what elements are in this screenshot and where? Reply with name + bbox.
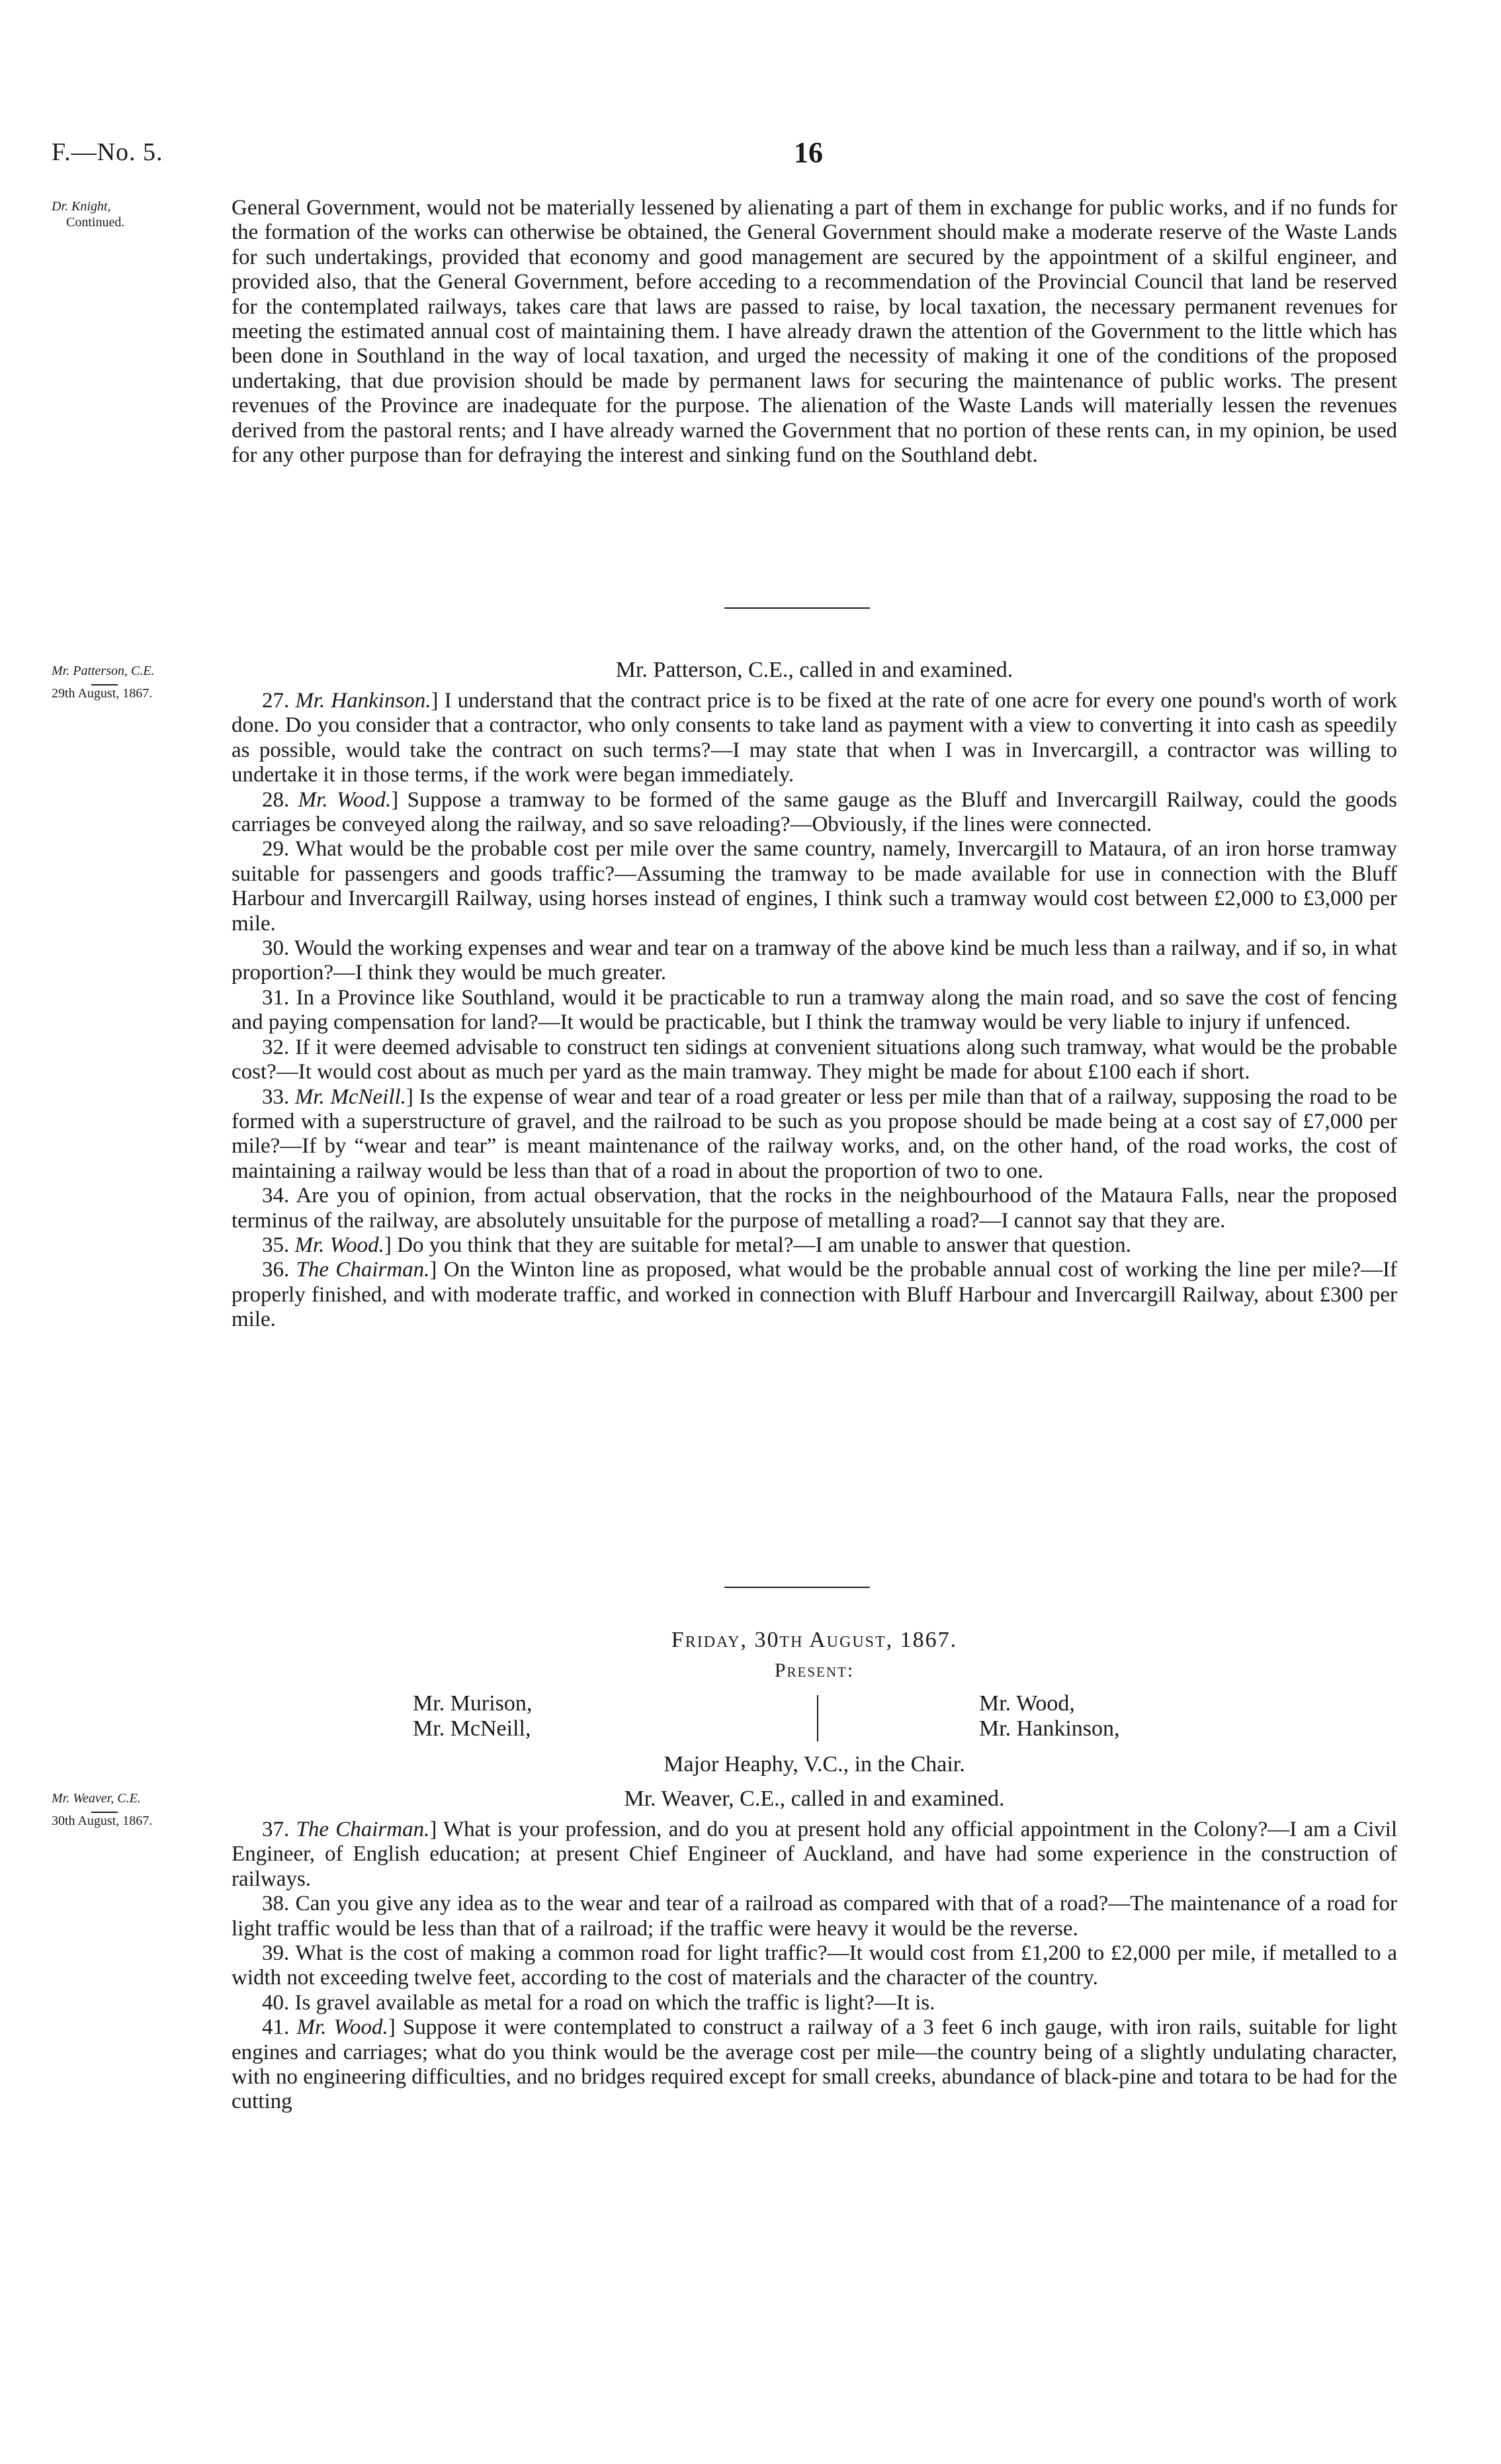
sidenote-date: 29th August, 1867. [52,686,153,701]
sidenote-name: Mr. Patterson, C.E. [52,664,155,678]
speaker: The Chairman. [296,1258,430,1282]
patterson-testimony [232,689,1397,1333]
weaver-heading: Mr. Weaver, C.E., called in and examined. [624,1786,1005,1811]
speaker: Mr. Wood. [298,787,392,812]
present-left-column [413,1691,532,1741]
chair-line: Major Heaphy, V.C., in the Chair. [664,1752,965,1777]
question-32: 32. If it were deemed advisable to construct ten sidings at convenient situations along such tramway, what would be the probable cost?—It would cost about as much per yard as the main tramway. They might be made for about £100 each if short. [232,1035,1398,1084]
question-41: 41. Mr. Wood.] Suppose it were contemplated to construct a railway of a 3 feet 6 inch gauge, with iron rails, suitable for light engines and carriages; what do you think would be the average cost per mile—the country being of a slightly undulating character, with no engineering difficulties, and no bridges required except for small creeks, abundance of black-pine and totara to be had for the cutting [232,2015,1398,2114]
sidenote-weaver [52,1790,217,1829]
question-31: 31. In a Province like Southland, would it be practicable to run a tramway along the main road, and so save the cost of fencing and paying compensation for land?—It would be practicable, but I think the tramway would be very liable to injury if unfenced. [232,985,1397,1035]
section-divider [724,607,870,609]
speaker: The Chairman. [296,1818,430,1841]
sidenote-patterson [52,663,217,701]
question-28: 28. Mr. Wood.] Suppose a tramway to be formed of the same gauge as the Bluff and Invercargill Railway, could the goods carriages be conveyed along the railway, and so save reloading?—Obviously, if the lines were connected. [232,787,1398,837]
sidenote-rule [91,1812,118,1813]
present-right-column [979,1691,1120,1741]
patterson-heading: Mr. Patterson, C.E., called in and examined. [615,658,1013,682]
knight-testimony [232,196,1397,468]
question-38: 38. Can you give any idea as to the wear and tear of a railroad as compared with that of a road?—The maintenance of a road for light traffic would be less than that of a railroad; if the traffic were heavy it would be the reverse. [232,1892,1397,1941]
question-27: 27. Mr. Hankinson.] I understand that the contract price is to be fixed at the rate of one acre for every one pound's worth of work done. Do you consider that a contractor, who only consents to take land as payment with a view to converting it into cash as speedily as possible, would take the contract on such terms?—I may state that when I was in Invercargill, a contractor was willing to undertake it in those terms, if the work were began immediately. [232,689,1398,787]
present-list [232,1691,1397,1744]
present-divider [817,1695,818,1741]
question-33: 33. Mr. McNeill.] Is the expense of wear and tear of a road greater or less per mile than that of a railway, supposing the road to be formed with a superstructure of gravel, and the railroad to be such as you propose should be made being at a cost say of £7,000 per mile?—If by “wear and tear” is meant maintenance of the railway works, and, on the other hand, of the road works, the cost of maintaining a railway would be less than that of a road in about the proportion of two to one. [232,1084,1397,1183]
question-36: 36. The Chairman.] On the Winton line as proposed, what would be the probable annual cost of working the line per mile?—If properly finished, and with moderate traffic, and worked in connection with Bluff Harbour and Invercargill Railway, about £300 per mile. [232,1258,1398,1332]
speaker: Mr. Wood. [294,1233,384,1257]
present-member: Mr. Murison, [413,1691,533,1716]
question-37: 37. The Chairman.] What is your profession, and do you at present hold any official appointment in the Colony?—I am a Civil Engineer, of English education; at present Chief Engineer of Auckland, and have had some experience in the construction of railways. [232,1818,1397,1891]
present-label: Present: [774,1659,855,1681]
present-member: Mr. Hankinson, [979,1716,1120,1741]
weaver-testimony [232,1818,1397,2115]
speaker: Mr. Wood. [296,2015,388,2040]
knight-paragraph: General Government, would not be materially lessened by alienating a part of them in exchange for public works, and if no funds for the formation of the works can otherwise be obtained, the General Government should make a moderate reserve of the Waste Lands for such undertakings, provided that economy and good management are secured by the appointment of a skilful engineer, and provided also, that the General Government, before acceding to a recommendation of the Provincial Council that land be reserved for the contemplated railways, takes care that laws are passed to raise, by local taxation, the necessary permanent revenues for meeting the estimated annual cost of maintaining them. I have already drawn the attention of the Government to the little which has been done in Southland in the way of local taxation, and urged the necessity of making it one of the conditions of the proposed undertaking, that due provision should be made by permanent laws for securing the maintenance of public works. The present revenues of the Province are inadequate for the purpose. The alienation of the Waste Lands will materially lessen the revenues derived from the pastoral rents; and I have already warned the Government that no portion of these rents can, in my opinion, be used for any other purpose than for defraying the interest and sinking fund on the Southland debt. [232,196,1397,468]
sidenote-continued: Continued. [66,215,125,230]
speaker: Mr. McNeill. [294,1084,406,1109]
speaker: Mr. Hankinson. [295,689,431,713]
question-39: 39. What is the cost of making a common road for light traffic?—It would cost from £1,200 to £2,000 per mile, if metalled to a width not exceeding twelve feet, according to the cost of materials and the character of the country. [232,1941,1397,1990]
session-date: Friday, 30th August, 1867. [671,1628,958,1652]
sidenote-rule [91,684,118,685]
question-30: 30. Would the working expenses and wear and tear on a tramway of the above kind be much less than a railway, and if so, in what proportion?—I think they would be much greater. [232,936,1398,985]
question-35: 35. Mr. Wood.] Do you think that they are suitable for metal?—I am unable to answer that question. [262,1233,1131,1257]
document-reference: F.—No. 5. [52,138,163,166]
section-divider [724,1587,870,1588]
question-40: 40. Is gravel available as metal for a road on which the traffic is light?—It is. [262,1990,935,2015]
sidenote-name: Mr. Weaver, C.E. [52,1791,141,1806]
sidenote-knight [52,198,217,230]
sidenote-date: 30th August, 1867. [52,1814,153,1828]
sidenote-name: Dr. Knight, [52,199,111,214]
question-29: 29. What would be the probable cost per mile over the same country, namely, Invercargill to Mataura, of an iron horse tramway suitable for passengers and goods traffic?—Assuming the tramway to be made available for use in connection with the Bluff Harbour and Invercargill Railway, using horses instead of engines, I think such a tramway would cost between £2,000 to £3,000 per mile. [232,837,1397,936]
present-member: Mr. McNeill, [413,1716,531,1741]
present-member: Mr. Wood, [979,1691,1075,1716]
question-34: 34. Are you of opinion, from actual observation, that the rocks in the neighbourhood of the Mataura Falls, near the proposed terminus of the railway, are absolutely unsuitable for the purpose of metalling a road?—I cannot say that they are. [232,1184,1398,1233]
page-number: 16 [794,136,823,169]
